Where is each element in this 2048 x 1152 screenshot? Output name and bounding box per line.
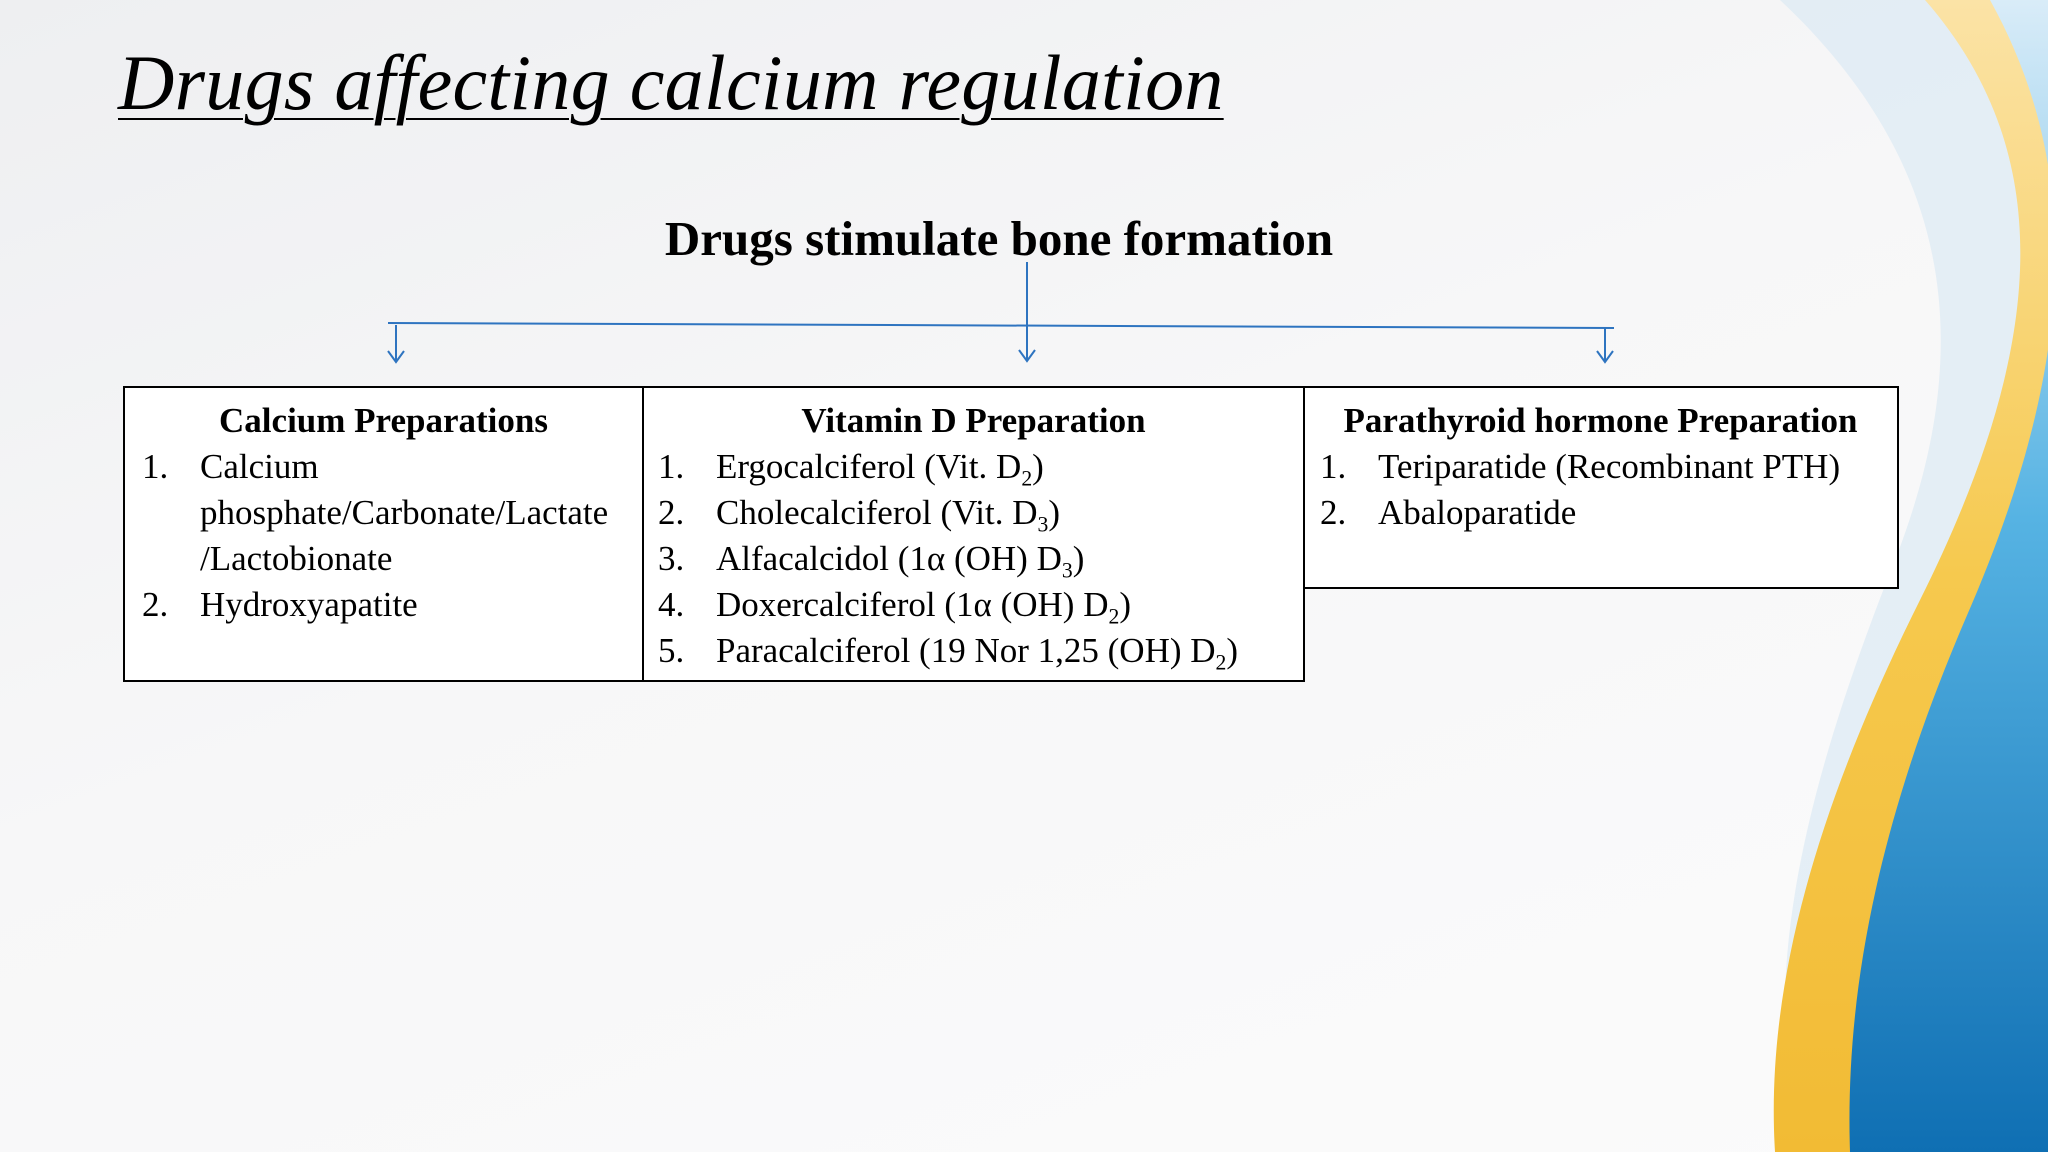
- item-subscript: 3: [1061, 558, 1073, 583]
- list-item: [658, 536, 1303, 582]
- item-number: 2.: [1320, 493, 1347, 532]
- item-subscript: 2: [1108, 604, 1120, 629]
- item-text: Abaloparatide: [1378, 493, 1577, 532]
- box-heading: Vitamin D Preparation: [801, 401, 1146, 440]
- calcium-preparations-box: [123, 386, 644, 682]
- item-text: Paracalciferol (19 Nor 1,25 (OH) D: [716, 631, 1216, 670]
- box-heading: Parathyroid hormone Preparation: [1343, 401, 1858, 440]
- connector-bar: [388, 323, 1614, 328]
- item-text: Ergocalciferol (Vit. D: [716, 447, 1022, 486]
- item-number: 2.: [658, 493, 685, 532]
- list-item: [658, 444, 1303, 490]
- item-text: Teriparatide (Recombinant PTH): [1378, 447, 1841, 486]
- item-number: 1.: [142, 447, 169, 486]
- item-subscript: 2: [1215, 650, 1227, 675]
- diagram-root-text: Drugs stimulate bone formation: [664, 211, 1334, 266]
- vitamin-d-preparation-box: [642, 386, 1305, 682]
- item-tail: ): [1119, 585, 1131, 624]
- item-tail: ): [1072, 539, 1085, 578]
- box-heading: Calcium Preparations: [219, 401, 548, 440]
- item-text: Cholecalciferol (Vit. D: [716, 493, 1038, 532]
- item-tail: ): [1226, 631, 1239, 670]
- item-number: 1.: [1320, 447, 1347, 486]
- item-number: 5.: [658, 631, 685, 670]
- item-tail: ): [1048, 493, 1061, 532]
- item-subscript: 2: [1021, 466, 1033, 491]
- vitamin-d-list: [658, 444, 1303, 674]
- item-text: Alfacalcidol (1α (OH) D: [716, 539, 1062, 578]
- item-text: Hydroxyapatite: [200, 585, 418, 624]
- item-number: 1.: [658, 447, 685, 486]
- item-number: 4.: [658, 585, 685, 624]
- list-item: [1320, 490, 1897, 536]
- item-subscript: 3: [1037, 512, 1049, 537]
- list-item: [1320, 444, 1897, 490]
- list-item: [658, 490, 1303, 536]
- item-text: Calcium phosphate/Carbonate/Lactate /Lactobionate: [200, 447, 609, 578]
- item-text: Doxercalciferol (1α (OH) D: [716, 585, 1109, 624]
- item-tail: ): [1032, 447, 1044, 486]
- calcium-list: [142, 444, 642, 628]
- list-item: [658, 628, 1303, 674]
- slide-title: Drugs affecting calcium regulation: [118, 39, 1224, 126]
- item-number: 3.: [658, 539, 685, 578]
- list-item: [658, 582, 1303, 628]
- list-item: [142, 582, 642, 628]
- parathyroid-hormone-preparation-box: [1302, 386, 1899, 589]
- pth-list: [1320, 444, 1897, 536]
- item-number: 2.: [142, 585, 169, 624]
- list-item: [142, 444, 642, 582]
